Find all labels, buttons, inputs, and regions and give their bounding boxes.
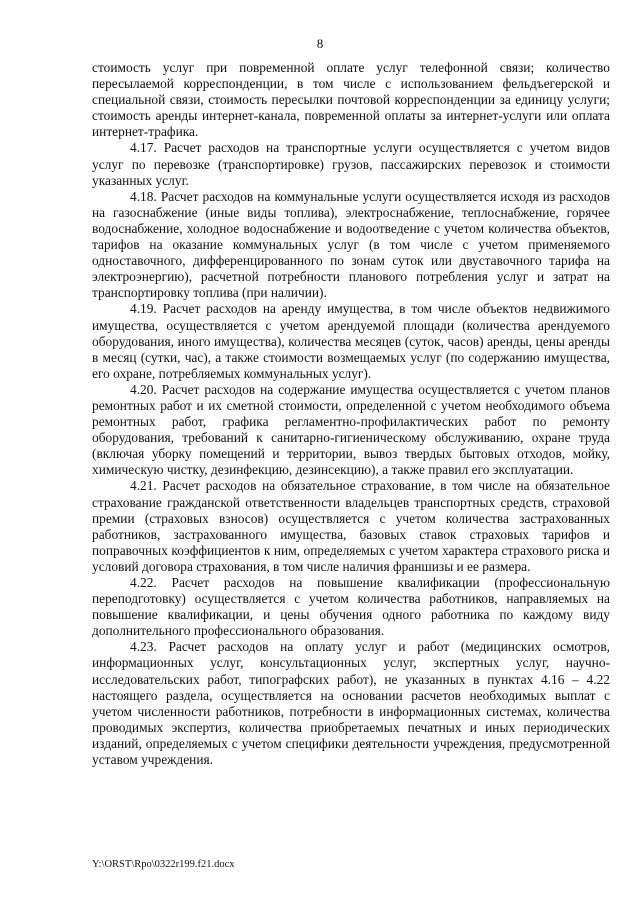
- paragraph-4-23: 4.23. Расчет расходов на оплату услуг и работ (медицинских осмотров, информационных услуг, консультационных услуг, экспертных услуг, научно-исследовательских работ, типографских работ), не указанных в пунктах 4.16 – 4.22 настоящего раздела, осуществляется на основании расчетов необходимых выплат с учетом численности работников, потребности в информационных системах, количества проводимых экспертиз, количества приобретаемых печатных и иных периодических изданий, определяемых с учетом специфики деятельности учреждения, предусмотренной уставом учреждения.: [92, 639, 610, 768]
- paragraph-4-17: 4.17. Расчет расходов на транспортные услуги осуществляется с учетом видов услуг по перевозке (транспортировке) грузов, пассажирских перевозок и стоимости указанных услуг.: [92, 140, 610, 188]
- paragraph-4-19: 4.19. Расчет расходов на аренду имущества, в том числе объектов недвижимого имущества, осуществляется с учетом арендуемой площади (количества арендуемого оборудования, иного имущества), количества месяцев (суток, часов) аренды, цены аренды в месяц (сутки, час), а также стоимости возмещаемых услуг (по содержанию имущества, его охране, потребляемых коммунальных услуг).: [92, 301, 610, 381]
- paragraph-4-21: 4.21. Расчет расходов на обязательное страхование, в том числе на обязательное страхование гражданской ответственности владельцев транспортных средств, страховой премии (страховых взносов) осуществляется с учетом количества застрахованных работников, застрахованного имущества, базовых ставок страховых тарифов и поправочных коэффициентов к ним, определяемых с учетом характера страхового риска и условий договора страхования, в том числе наличия франшизы и ее размера.: [92, 478, 610, 574]
- document-body: [92, 60, 610, 768]
- page-number: 8: [316, 36, 324, 51]
- paragraph-continuation: стоимость услуг при повременной оплате услуг телефонной связи; количество пересылаемой корреспонденции, в том числе с использованием фельдъегерской и специальной связи, стоимость пересылки почтовой корреспонденции за единицу услуги; стоимость аренды интернет-канала, повременной оплаты за интернет-услуги или оплата интернет-трафика.: [92, 60, 610, 140]
- paragraph-4-20: 4.20. Расчет расходов на содержание имущества осуществляется с учетом планов ремонтных работ и их сметной стоимости, определенной с учетом необходимого объема ремонтных работ, графика регламентно-профилактических работ по ремонту оборудования, требований к санитарно-гигиеническому обслуживанию, охране труда (включая уборку помещений и территории, вывоз твердых бытовых отходов, мойку, химическую чистку, дезинфекцию, дезинсекцию), а также правил его эксплуатации.: [92, 381, 610, 478]
- paragraph-4-18: 4.18. Расчет расходов на коммунальные услуги осуществляется исходя из расходов на газоснабжение (иные виды топлива), электроснабжение, теплоснабжение, горячее водоснабжение, холодное водоснабжение и водоотведение с учетом количества объектов, тарифов на оказание коммунальных услуг (в том числе с учетом применяемого одноставочного, дифференцированного по зонам суток или двуставочного тарифа на электроэнергию), расчетной потребности планового потребления услуг и затрат на транспортировку топлива (при наличии).: [92, 188, 610, 301]
- paragraph-4-22: 4.22. Расчет расходов на повышение квалификации (профессиональную переподготовку) осуществляется с учетом количества работников, направляемых на повышение квалификации, и цены обучения одного работника по каждому виду дополнительного профессионального образования.: [92, 575, 610, 639]
- footer-file-path: Y:\ORST\Rpo\0322r199.f21.docx: [92, 859, 235, 870]
